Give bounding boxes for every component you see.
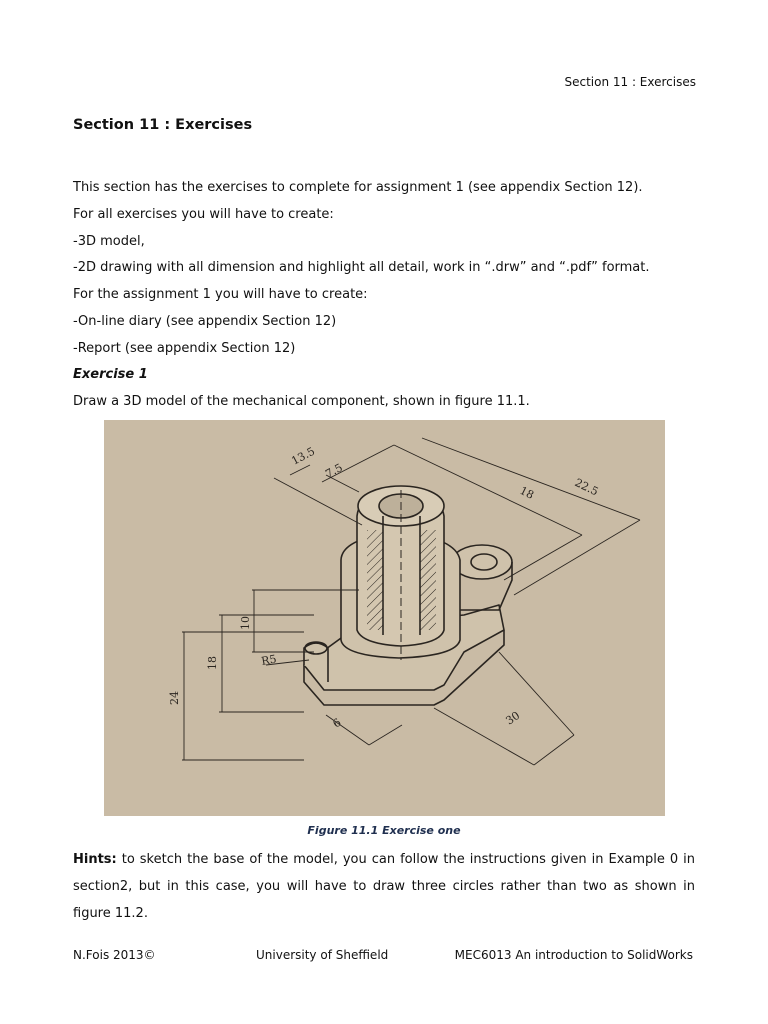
requirement-report: -Report (see appendix Section 12) (73, 341, 296, 356)
dim-30: 30 (503, 708, 523, 728)
dim-18-left: 18 (206, 656, 219, 670)
hints-paragraph (73, 846, 695, 927)
footer-author: N.Fois 2013© (73, 948, 156, 962)
hints-label: Hints: (73, 852, 117, 867)
footer-course: MEC6013 An introduction to SolidWorks (454, 948, 693, 962)
hints-text: to sketch the base of the model, you can follow the instructions given in Example 0 in section2, but in this case, you will have to draw three circles rather than two as shown in figure 11.2. (73, 852, 695, 921)
exercise-figure (104, 420, 665, 816)
intro-paragraph: This section has the exercises to complete for assignment 1 (see appendix Section 12). (73, 180, 643, 195)
figure-caption: Figure 11.1 Exercise one (307, 824, 461, 837)
dim-r5: R5 (260, 652, 278, 668)
dim-7-5: 7.5 (323, 460, 345, 481)
technical-drawing (104, 420, 665, 816)
requirements-intro: For all exercises you will have to create: (73, 207, 334, 222)
running-header: Section 11 : Exercises (564, 75, 696, 89)
exercise-instruction: Draw a 3D model of the mechanical component, shown in figure 11.1. (73, 394, 530, 409)
dim-6: 6 (330, 715, 344, 731)
footer-university: University of Sheffield (256, 948, 389, 962)
dim-22-5: 22.5 (572, 476, 601, 499)
dim-24: 24 (168, 691, 181, 705)
exercise-heading: Exercise 1 (73, 367, 148, 382)
section-title: Section 11 : Exercises (73, 117, 253, 133)
dim-18-top: 18 (517, 484, 536, 502)
requirement-3d-model: -3D model, (73, 234, 145, 249)
assignment-intro: For the assignment 1 you will have to create: (73, 287, 368, 302)
dim-10: 10 (239, 616, 252, 630)
dim-13-5: 13.5 (289, 444, 318, 468)
requirement-2d-drawing: -2D drawing with all dimension and highlight all detail, work in “.drw” and “.pdf” format. (73, 260, 650, 275)
requirement-diary: -On-line diary (see appendix Section 12) (73, 314, 337, 329)
